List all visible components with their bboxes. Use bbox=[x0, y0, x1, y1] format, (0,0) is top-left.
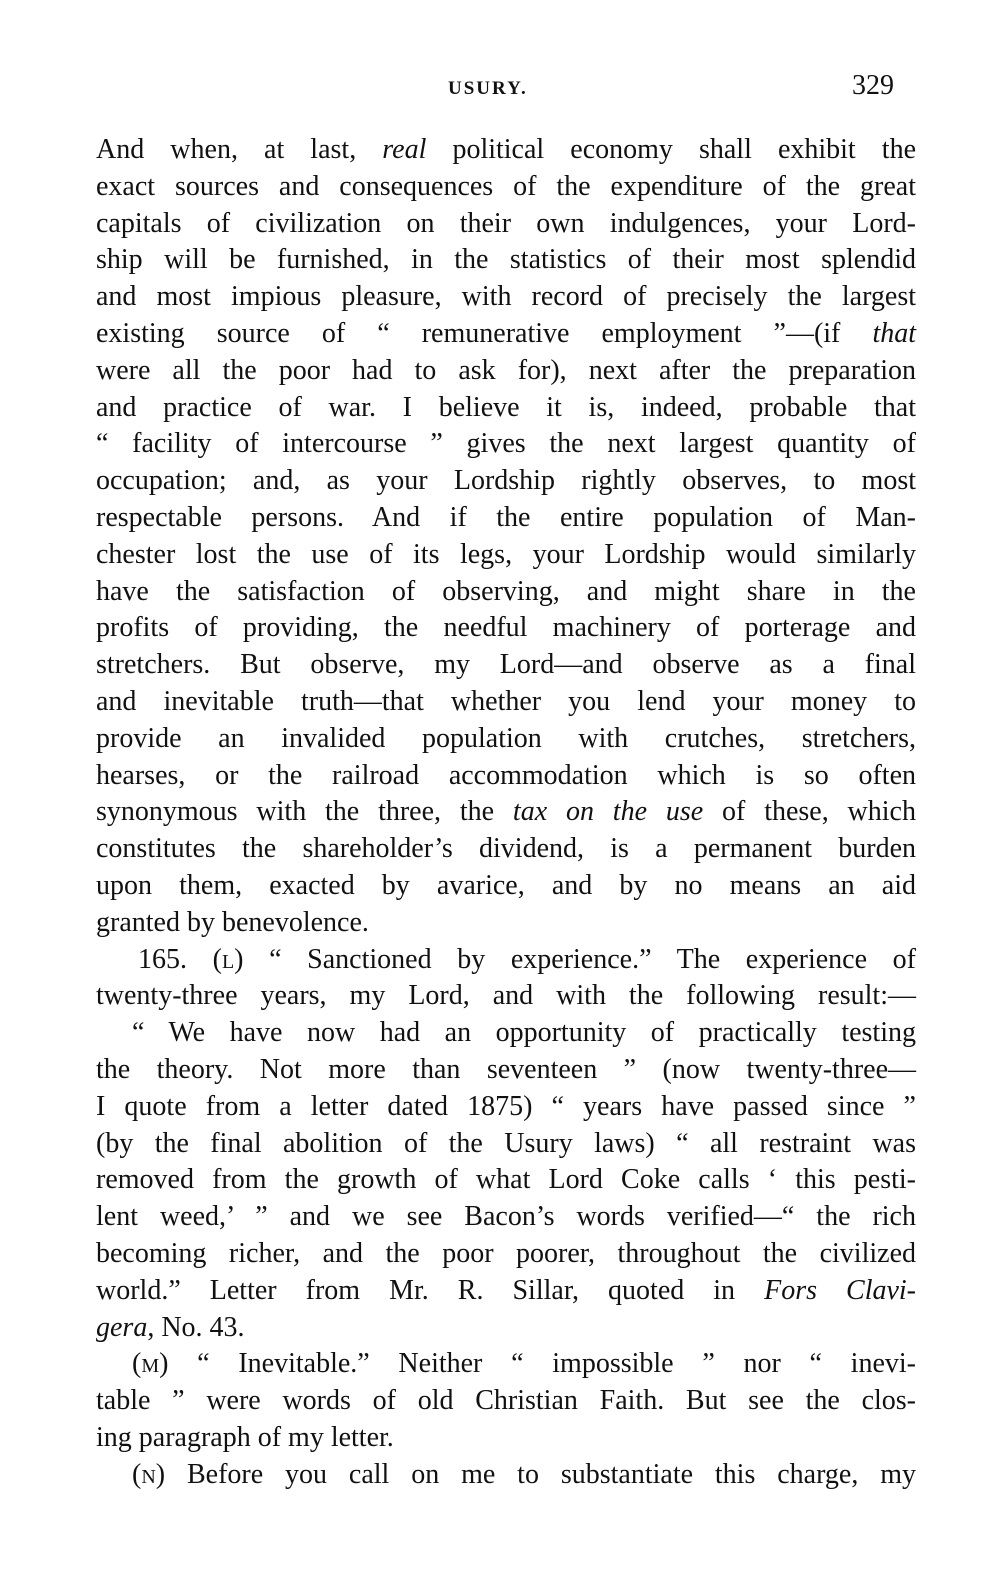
text-line: have the satisfaction of observing, and might share in the bbox=[96, 575, 916, 607]
text-line: table ” were words of old Christian Faith. But see the clos- bbox=[96, 1385, 916, 1417]
running-head bbox=[0, 70, 1000, 110]
text-line: respectable persons. And if the entire population of Man- bbox=[96, 501, 916, 533]
text-line: ship will be furnished, in the statistics of their most splendid bbox=[96, 244, 916, 276]
running-title: USURY. bbox=[448, 78, 528, 99]
text-line: twenty-three years, my Lord, and with the following result:— bbox=[96, 980, 916, 1012]
text-line: “ facility of intercourse ” gives the next largest quantity of bbox=[96, 428, 916, 460]
text-line: chester lost the use of its legs, your Lordship would similarly bbox=[96, 538, 916, 570]
text-line: world.” Letter from Mr. R. Sillar, quoted in Fors Clavi- bbox=[96, 1274, 916, 1306]
text-line: “ We have now had an opportunity of practically testing bbox=[132, 1017, 916, 1049]
text-line: lent weed,’ ” and we see Bacon’s words verified—“ the rich bbox=[96, 1201, 916, 1233]
body-text bbox=[96, 132, 916, 1493]
text-line: capitals of civilization on their own indulgences, your Lord- bbox=[96, 207, 916, 239]
text-line: constitutes the shareholder’s dividend, is a permanent burden bbox=[96, 833, 916, 865]
text-line: and inevitable truth—that whether you lend your money to bbox=[96, 685, 916, 717]
page-number: 329 bbox=[852, 70, 894, 101]
text-line: and practice of war. I believe it is, indeed, probable that bbox=[96, 391, 916, 423]
text-line: gera, No. 43. bbox=[96, 1311, 245, 1343]
text-line: upon them, exacted by avarice, and by no means an aid bbox=[96, 869, 916, 901]
text-line: And when, at last, real political economy shall exhibit the bbox=[96, 134, 916, 165]
text-line: granted by benevolence. bbox=[96, 906, 369, 938]
text-line: and most impious pleasure, with record of precisely the largest bbox=[96, 281, 916, 313]
text-line: synonymous with the three, the tax on the use of these, which bbox=[96, 796, 916, 828]
text-line: becoming richer, and the poor poorer, throughout the civilized bbox=[96, 1237, 916, 1269]
text-line: (n) Before you call on me to substantiate this charge, my bbox=[132, 1458, 916, 1490]
text-line: the theory. Not more than seventeen ” (now twenty-three— bbox=[96, 1053, 916, 1085]
text-line: ing paragraph of my letter. bbox=[96, 1421, 394, 1453]
text-line: were all the poor had to ask for), next after the preparation bbox=[96, 354, 916, 386]
text-line: provide an invalided population with crutches, stretchers, bbox=[96, 722, 916, 754]
text-line: I quote from a letter dated 1875) “ years have passed since ” bbox=[96, 1090, 916, 1122]
text-line: (by the final abolition of the Usury laws) “ all restraint was bbox=[96, 1127, 916, 1159]
text-line: occupation; and, as your Lordship rightly observes, to most bbox=[96, 465, 916, 497]
text-line: stretchers. But observe, my Lord—and observe as a final bbox=[96, 649, 916, 681]
text-line: removed from the growth of what Lord Coke calls ‘ this pesti- bbox=[96, 1164, 916, 1196]
text-line: existing source of “ remunerative employment ”—(if that bbox=[96, 317, 916, 349]
text-line: exact sources and consequences of the expenditure of the great bbox=[96, 170, 916, 202]
text-line: (m) “ Inevitable.” Neither “ impossible ” nor “ inevi- bbox=[132, 1348, 916, 1380]
text-line: 165. (l) “ Sanctioned by experience.” The experience of bbox=[138, 943, 916, 975]
text-line: profits of providing, the needful machinery of porterage and bbox=[96, 612, 916, 644]
text-line: hearses, or the railroad accommodation which is so often bbox=[96, 759, 916, 791]
